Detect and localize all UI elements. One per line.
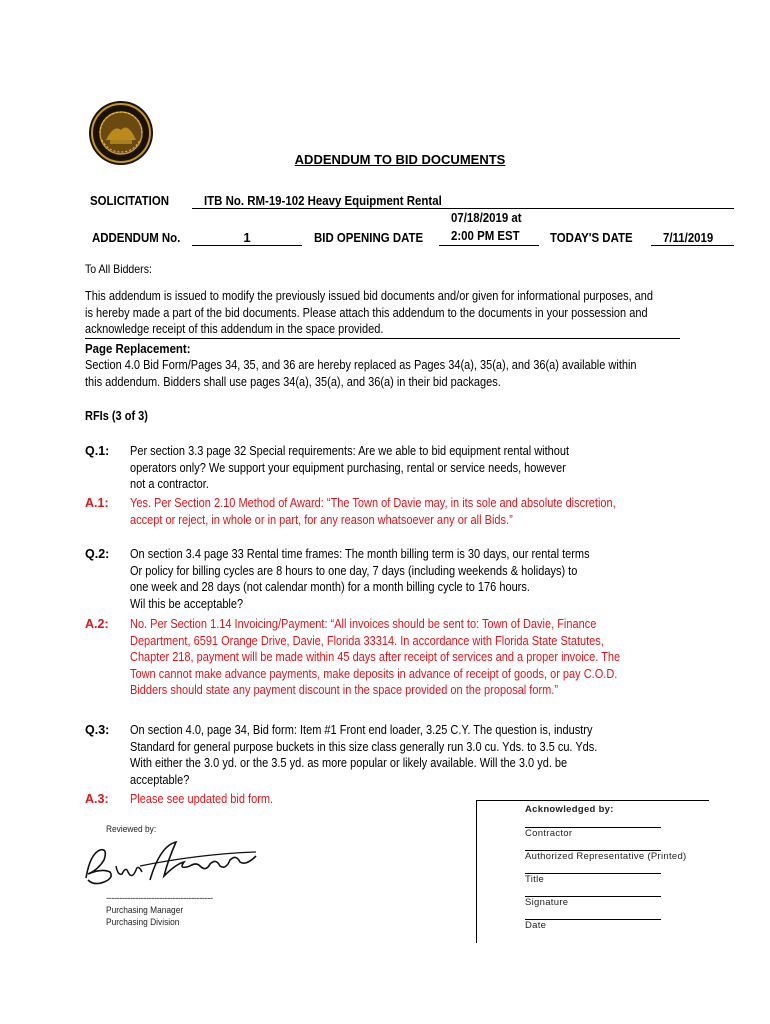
a3-text: [130, 791, 273, 808]
q3-line: With either the 3.0 yd. or the 3.5 yd. as more popular or likely available. Will the 3.0 yd. be: [130, 756, 568, 770]
a3-line: Please see updated bid form.: [130, 792, 274, 806]
a2-text: [130, 616, 620, 699]
addendum-label: ADDENDUM No.: [92, 230, 181, 245]
signer-division: Purchasing Division: [106, 917, 180, 928]
a2-line: No. Per Section 1.14 Invoicing/Payment: “All invoices should be sent to: Town of Davie, Finance: [130, 617, 597, 631]
q1-line: operators only? We support your equipment purchasing, rental or service needs, however: [130, 460, 566, 475]
ack-contractor-label: Contractor: [525, 828, 573, 839]
a1-line: accept or reject, in whole or in part, for any reason whatsoever any or all Bids.”: [130, 512, 513, 527]
a3-label: A.3:: [85, 792, 109, 806]
todays-date-field: [651, 229, 734, 246]
document-title: ADDENDUM TO BID DOCUMENTS: [294, 152, 506, 167]
a1-label: A.1:: [85, 496, 109, 510]
rfi-heading: RFIs (3 of 3): [85, 409, 148, 423]
todays-date-label: TODAY'S DATE: [550, 230, 633, 245]
q3-text: [130, 722, 597, 788]
ack-heading: Acknowledged by:: [525, 804, 614, 815]
bid-opening-time: 2:00 PM EST: [451, 228, 520, 243]
ack-date-label: Date: [525, 920, 547, 931]
a2-line: Chapter 218, payment will be made within 45 days after receipt of services and a proper invoice. The: [130, 650, 621, 664]
q1-text: [130, 443, 569, 493]
todays-date-value: 7/11/2019: [663, 230, 714, 245]
page-replacement-line: Section 4.0 Bid Form/Pages 34, 35, and 36 are hereby replaced as Pages 34(a), 35(a), and 36(a) available within: [85, 358, 637, 372]
page-replacement-heading: Page Replacement:: [85, 341, 191, 356]
signer-title: Purchasing Manager: [106, 905, 184, 916]
solicitation-value: ITB No. RM-19-102 Heavy Equipment Rental: [204, 193, 442, 208]
intro-line: is hereby made a part of the bid documents. Please attach this addendum to the documents in your possession and: [85, 305, 648, 320]
q1-line: Per section 3.3 page 32 Special requirements: Are we able to bid equipment rental without: [130, 444, 570, 458]
ack-title-label: Title: [525, 874, 545, 885]
bid-opening-label: BID OPENING DATE: [314, 230, 424, 245]
q1-line: not a contractor.: [130, 477, 209, 491]
q1-label: Q.1:: [85, 444, 110, 458]
page-replacement-line: this addendum. Bidders shall use pages 34(a), 35(a), and 36(a) in their bid packages.: [85, 374, 501, 389]
q3-line: Standard for general purpose buckets in this size class generally run 3.0 cu. Yds. to 3.5 cu. Yds.: [130, 739, 598, 754]
solicitation-field: [192, 192, 734, 209]
ack-authorized-rep-label: Authorized Representative (Printed): [525, 851, 687, 862]
signature-dash-line: ----------------------------------------: [106, 893, 213, 904]
addendum-value: 1: [243, 230, 251, 245]
q2-line: Or policy for billing cycles are 8 hours to one day, 7 days (including weekends & holidays) to: [130, 563, 578, 578]
q2-line: one week and 28 days (not calendar month) for a month billing cycle to 176 hours.: [130, 580, 530, 594]
reviewed-by-label: Reviewed by:: [106, 824, 157, 835]
greeting: To All Bidders:: [85, 262, 152, 276]
page-replacement-text: [85, 357, 666, 390]
a2-label: A.2:: [85, 617, 109, 631]
bid-opening-field: [439, 208, 539, 246]
intro-line: acknowledge receipt of this addendum in the space provided.: [85, 322, 384, 336]
q2-line: Wil this be acceptable?: [130, 596, 244, 611]
a1-line: Yes. Per Section 2.10 Method of Award: “The Town of Davie may, in its sole and absolute discretion,: [130, 496, 616, 510]
a2-line: Town cannot make advance payments, make deposits in advance of receipt of goods, or pay C.O.D.: [130, 666, 618, 681]
divider: [85, 338, 680, 339]
q2-line: On section 3.4 page 33 Rental time frames: The month billing term is 30 days, our rental terms: [130, 547, 590, 561]
handwritten-signature: [80, 836, 260, 897]
a2-line: Department, 6591 Orange Drive, Davie, Florida 33314. In accordance with Florida State Statutes,: [130, 633, 604, 648]
q2-text: [130, 546, 590, 612]
acknowledgment-box: [476, 800, 709, 943]
q3-label: Q.3:: [85, 723, 110, 737]
bid-opening-date: 07/18/2019 at: [451, 210, 522, 225]
ack-signature-label: Signature: [525, 897, 569, 908]
a2-line: Bidders should state any payment discount in the space provided on the proposal form.”: [130, 683, 559, 697]
q3-line: acceptable?: [130, 772, 190, 787]
a1-text: [130, 495, 616, 528]
addendum-field: [192, 229, 302, 246]
q3-line: On section 4.0, page 34, Bid form: Item #1 Front end loader, 3.25 C.Y. The question is, industry: [130, 723, 593, 737]
solicitation-label: SOLICITATION: [90, 193, 170, 208]
ack-line: [525, 873, 661, 874]
intro-paragraph: [85, 288, 666, 338]
q2-label: Q.2:: [85, 547, 110, 561]
intro-line: This addendum is issued to modify the previously issued bid documents and/or given for informational purposes, and: [85, 289, 654, 303]
